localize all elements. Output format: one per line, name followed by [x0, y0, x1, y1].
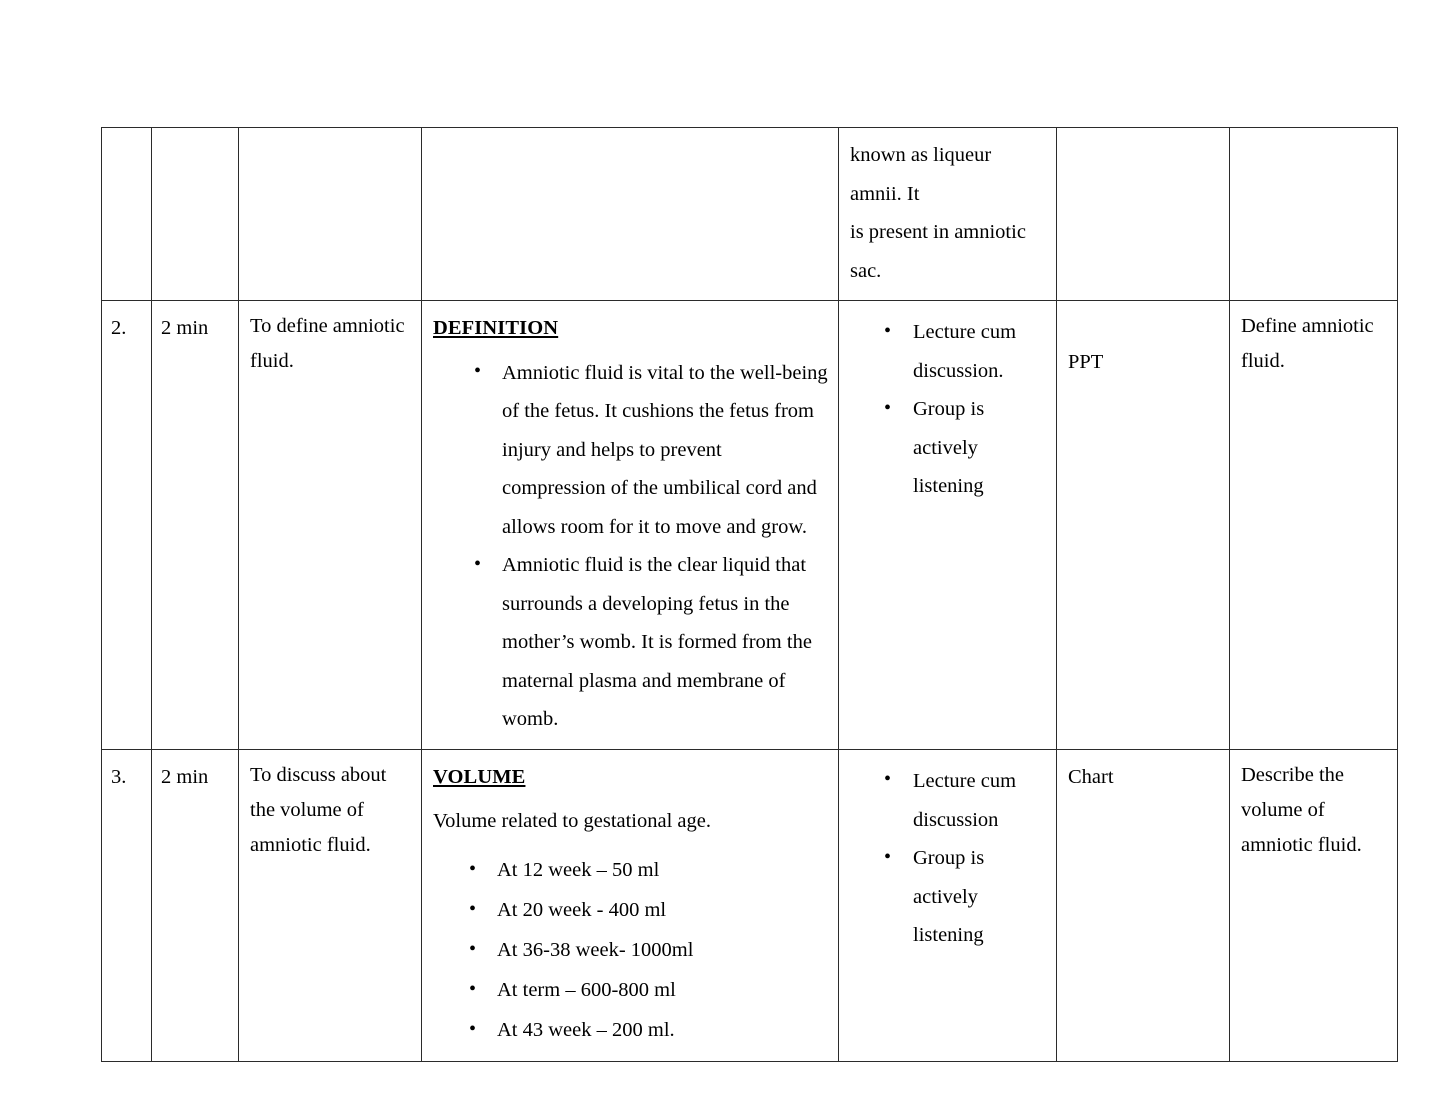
row3-aids: Chart [1068, 765, 1114, 788]
row2-sno: 2. [111, 317, 127, 340]
cell-objective [239, 301, 422, 750]
definition-bullet-list [433, 354, 829, 739]
row1-aids [1057, 128, 1229, 146]
cell-time [152, 301, 239, 750]
row3-sno: 3. [111, 765, 127, 788]
cell-sno [102, 749, 152, 1061]
row1-objective [239, 128, 421, 146]
cell-content [422, 301, 839, 750]
cell-evaluation [1230, 128, 1398, 301]
row1-method-line-1: known as liqueur amnii. It [850, 144, 992, 205]
cell-objective [239, 128, 422, 301]
cell-objective [239, 749, 422, 1061]
lesson-plan-table [101, 127, 1398, 1062]
cell-method [839, 128, 1057, 301]
row1-method-line-2: is present in amniotic sac. [850, 221, 1026, 282]
table-row [102, 128, 1398, 301]
row2-objective: To define amniotic fluid. [250, 315, 405, 373]
content-heading-definition: DEFINITION [433, 317, 559, 340]
list-item: • Group is actively listening [850, 390, 1047, 506]
list-item: • Lecture cum discussion. [850, 313, 1047, 390]
cell-sno [102, 301, 152, 750]
row3-evaluation: Describe the volume of amniotic fluid. [1241, 763, 1362, 857]
cell-time [152, 128, 239, 301]
row1-method [839, 128, 1056, 300]
row1-time [152, 128, 238, 146]
cell-content [422, 749, 839, 1061]
list-item: • Amniotic fluid is vital to the well-being of the fetus. It cushions the fetus from injury and helps to prevent compression of the umbilical cord and allows room for it to move and grow. [433, 354, 829, 547]
list-item: • Group is actively listening [850, 839, 1047, 955]
row1-content [422, 128, 838, 146]
row2-content [422, 301, 838, 749]
row2-method [839, 301, 1056, 516]
method-bullet-list [850, 313, 1047, 506]
content-heading-volume: VOLUME [433, 765, 526, 788]
cell-method [839, 749, 1057, 1061]
method-bullet-list [850, 762, 1047, 955]
list-item: • Lecture cum discussion [850, 762, 1047, 839]
cell-aids [1057, 128, 1230, 301]
list-item: • At term – 600-800 ml [433, 971, 829, 1011]
cell-sno [102, 128, 152, 301]
row2-time: 2 min [161, 317, 209, 340]
cell-content [422, 128, 839, 301]
row3-method [839, 750, 1056, 965]
volume-bullet-list [433, 851, 829, 1051]
cell-aids [1057, 301, 1230, 750]
cell-aids [1057, 749, 1230, 1061]
volume-lead-text: Volume related to gestational age. [433, 809, 711, 832]
table-row [102, 749, 1398, 1061]
cell-evaluation [1230, 749, 1398, 1061]
list-item: • At 12 week – 50 ml [433, 851, 829, 891]
row3-content [422, 750, 838, 1061]
cell-method [839, 301, 1057, 750]
list-item: • At 43 week – 200 ml. [433, 1011, 829, 1051]
list-item: • Amniotic fluid is the clear liquid that surrounds a developing fetus in the mother’s womb. It is formed from the maternal plasma and membrane of womb. [433, 546, 829, 739]
list-item: • At 36-38 week- 1000ml [433, 931, 829, 971]
row3-objective: To discuss about the volume of amniotic fluid. [250, 763, 387, 857]
row1-evaluation [1230, 128, 1397, 146]
table-row [102, 301, 1398, 750]
row2-evaluation: Define amniotic fluid. [1241, 315, 1374, 373]
row3-time: 2 min [161, 765, 209, 788]
cell-time [152, 749, 239, 1061]
cell-evaluation [1230, 301, 1398, 750]
list-item: • At 20 week - 400 ml [433, 891, 829, 931]
row2-aids: PPT [1068, 351, 1104, 374]
row1-sno [102, 128, 151, 222]
